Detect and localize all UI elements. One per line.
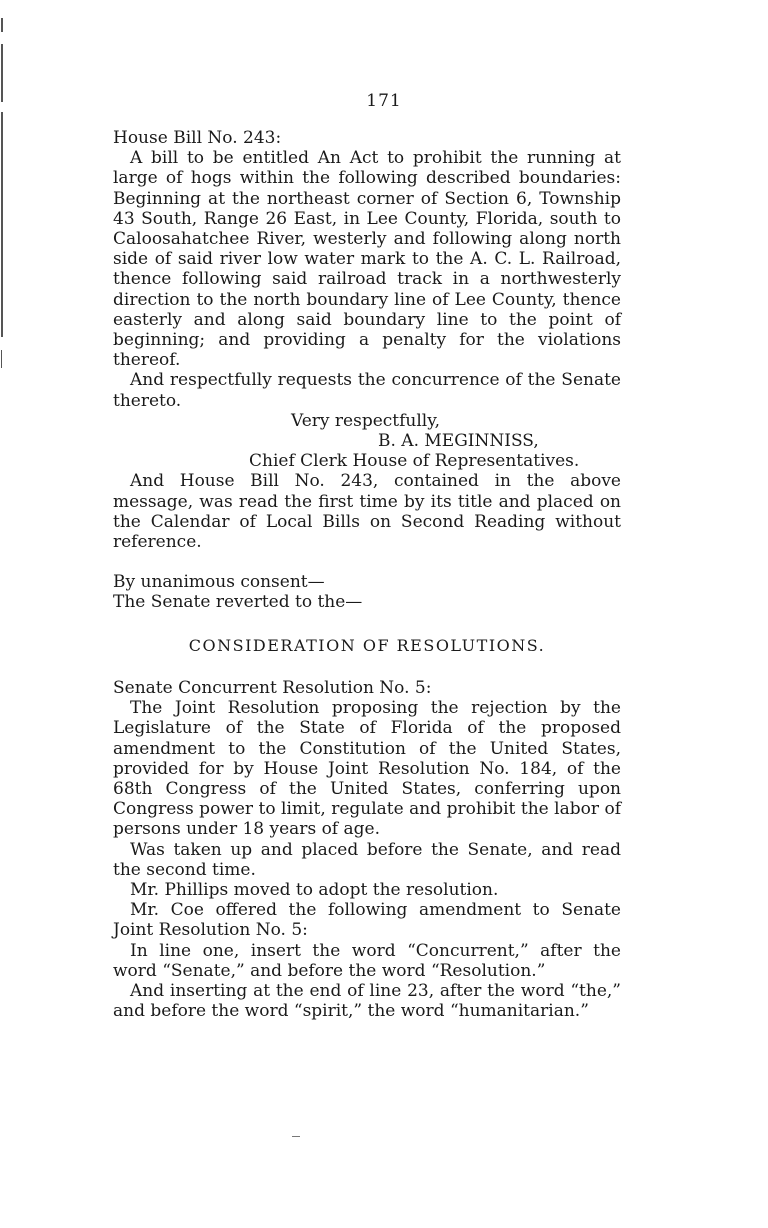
section-heading: CONSIDERATION OF RESOLUTIONS. xyxy=(188,636,546,655)
amendment-line-one: In line one, insert the word “Concurrent,” after the word “Senate,” and before the word “Resolution.” xyxy=(113,940,621,981)
amendment-line-23: And inserting at the end of line 23, after the word “the,” and before the word “spirit,” the word “humanitarian.” xyxy=(113,981,621,1022)
unanimous-consent: By unanimous consent— xyxy=(113,572,325,592)
motion-statement: Mr. Phillips moved to adopt the resolution. xyxy=(130,880,499,901)
bill-text: A bill to be entitled An Act to prohibit the running at large of hogs within the following described boundaries: Beginning at the northeast corner of Section 6, Township 43 South, Range 26 East, in Lee County, Florida, south to Caloosahatchee River, westerly and following along north side of said river low water mark to the A. C. L. Railroad, thence following said railroad track in a northwesterly direction to the north boundary line of Lee County, thence easterly and along said boundary line to the point of beginning; and providing a penalty for the violations thereof. xyxy=(113,148,621,371)
bill-disposition: And House Bill No. 243, contained in the above message, was read the first time by its title and placed on the Calendar of Local Bills on Second Reading without reference. xyxy=(113,471,621,553)
bill-message-section xyxy=(113,128,621,552)
taken-up-statement: Was taken up and placed before the Senate, and read the second time. xyxy=(113,839,621,880)
scan-dash-mark xyxy=(292,1136,300,1137)
amendment-intro: Mr. Coe offered the following amendment to Senate Joint Resolution No. 5: xyxy=(113,900,621,941)
bill-title: House Bill No. 243: xyxy=(113,128,282,148)
scan-edge-mark xyxy=(1,112,3,337)
resolution-text: The Joint Resolution proposing the rejection by the Legislature of the State of Florida of the proposed amendment to the Constitution of the United States, provided for by House Joint Resolution No. 184, of the 68th Congress of the United States, conferring upon Congress power to limit, regulate and prohibit the labor of persons under 18 years of age. xyxy=(113,698,621,840)
concurrence-request: And respectfully requests the concurrence of the Senate thereto. xyxy=(113,370,621,411)
resolution-title: Senate Concurrent Resolution No. 5: xyxy=(113,678,432,698)
closing-salutation: Very respectfully, xyxy=(291,410,440,431)
page-number: 171 xyxy=(366,91,402,111)
senate-reverted: The Senate reverted to the— xyxy=(113,592,363,613)
signer-name: B. A. MEGINNISS, xyxy=(378,431,539,452)
scan-edge-mark xyxy=(1,18,3,32)
consent-section xyxy=(113,572,621,612)
scan-edge-mark xyxy=(1,350,2,368)
signer-title: Chief Clerk House of Representatives. xyxy=(249,451,580,472)
resolution-section xyxy=(113,678,621,1021)
